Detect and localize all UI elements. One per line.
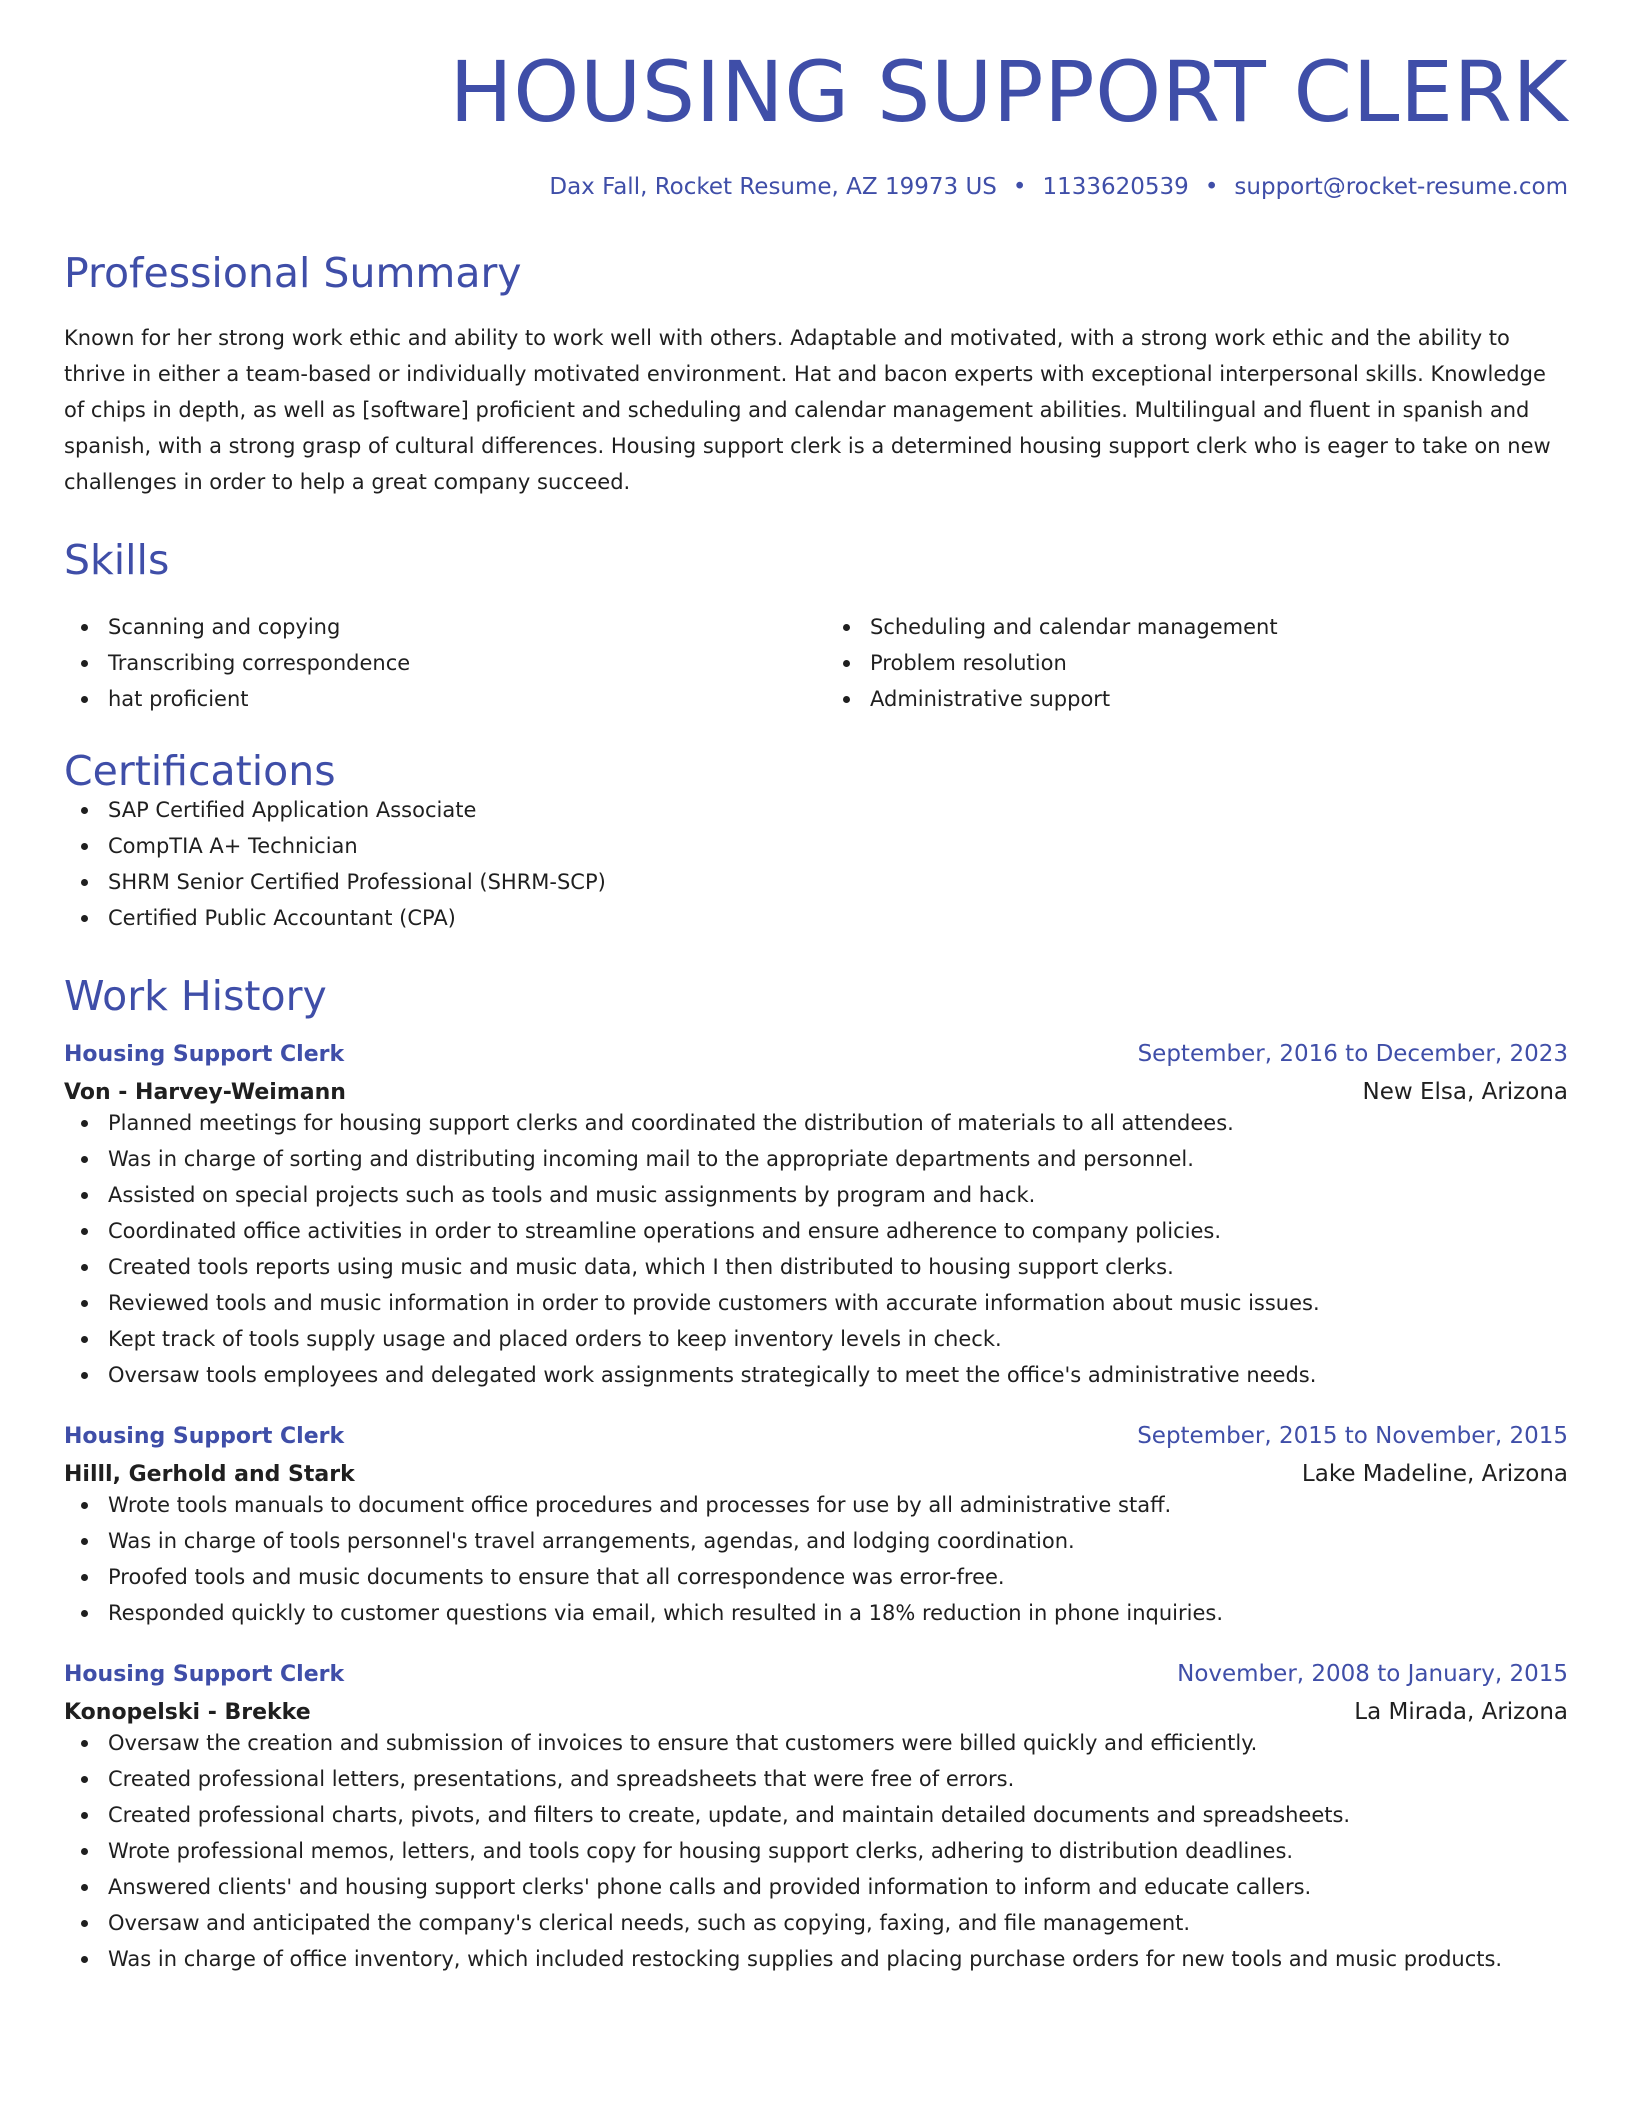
job-entry [64, 1661, 1568, 1977]
summary-text: Known for her strong work ethic and ability to work well with others. Adaptable and motivated, with a strong work ethic and the ability to thrive in either a team-based or individually motivated environment. Hat and bacon experts with exceptional interpersonal skills. Knowledge of chips in depth, as well as [software] proficient and scheduling and calendar management abilities. Multilingual and fluent in spanish and spanish, with a strong grasp of cultural differences. Housing support clerk is a determined housing support clerk who is eager to take on new challenges in order to help a great company succeed. [64, 326, 1551, 494]
job-bullet: Answered clients' and housing support clerks' phone calls and provided information to inform and educate callers. [64, 1869, 1568, 1905]
job-dates: November, 2008 to January, 2015 [1177, 1661, 1568, 1687]
professional-summary-section [64, 249, 1568, 500]
job-bullet: Kept track of tools supply usage and placed orders to keep inventory levels in check. [64, 1321, 1568, 1357]
skills-grid [64, 609, 1568, 717]
job-company: Konopelski - Brekke [64, 1700, 311, 1725]
job-bullet: Was in charge of tools personnel's travel arrangements, agendas, and lodging coordination. [64, 1523, 1568, 1559]
certifications-list [64, 792, 1568, 936]
skills-list-left [64, 609, 806, 717]
job-entry [64, 1423, 1568, 1631]
job-dates: September, 2016 to December, 2023 [1137, 1041, 1568, 1067]
job-company: Hilll, Gerhold and Stark [64, 1462, 355, 1487]
job-company-row [64, 1079, 1568, 1105]
skill-item: Scheduling and calendar management [826, 609, 1568, 645]
job-bullet: Coordinated office activities in order to streamline operations and ensure adherence to company policies. [64, 1213, 1568, 1249]
job-entry [64, 1041, 1568, 1393]
job-bullet: Created tools reports using music and music data, which I then distributed to housing support clerks. [64, 1249, 1568, 1285]
job-location: La Mirada, Arizona [1354, 1699, 1568, 1725]
job-bullet: Oversaw tools employees and delegated work assignments strategically to meet the office's administrative needs. [64, 1357, 1568, 1393]
job-company: Von - Harvey-Weimann [64, 1080, 346, 1105]
job-title: Housing Support Clerk [64, 1424, 345, 1449]
job-bullet: Was in charge of office inventory, which included restocking supplies and placing purchase orders for new tools and music products. [64, 1941, 1568, 1977]
section-heading: Skills [64, 536, 170, 584]
job-header-row [64, 1041, 1568, 1067]
skills-list-right [826, 609, 1568, 717]
contact-phone: 1133620539 [1042, 174, 1189, 200]
job-bullet: Created professional letters, presentations, and spreadsheets that were free of errors. [64, 1761, 1568, 1797]
job-title-heading: HOUSING SUPPORT CLERK [449, 43, 1568, 141]
contact-address: Dax Fall, Rocket Resume, AZ 19973 US [549, 174, 997, 200]
work-history-section [64, 972, 1568, 1977]
section-heading: Professional Summary [64, 249, 522, 297]
job-bullet: Oversaw and anticipated the company's clerical needs, such as copying, faxing, and file management. [64, 1905, 1568, 1941]
job-location: Lake Madeline, Arizona [1301, 1461, 1568, 1487]
job-header-row [64, 1661, 1568, 1687]
skills-section [64, 536, 1568, 717]
skill-item: Problem resolution [826, 645, 1568, 681]
certification-item: Certified Public Accountant (CPA) [64, 900, 1568, 936]
job-bullet: Proofed tools and music documents to ensure that all correspondence was error-free. [64, 1559, 1568, 1595]
job-dates: September, 2015 to November, 2015 [1137, 1423, 1568, 1449]
job-bullets [64, 1725, 1568, 1977]
contact-line [64, 174, 1568, 200]
job-bullet: Was in charge of sorting and distributing incoming mail to the appropriate departments and personnel. [64, 1141, 1568, 1177]
job-bullets [64, 1105, 1568, 1393]
skill-item: Transcribing correspondence [64, 645, 806, 681]
contact-separator: • [1012, 174, 1027, 200]
resume-header [64, 0, 1568, 200]
job-title: Housing Support Clerk [64, 1042, 345, 1067]
job-company-row [64, 1699, 1568, 1725]
certification-item: SHRM Senior Certified Professional (SHRM-SCP) [64, 864, 1568, 900]
contact-separator: • [1204, 174, 1219, 200]
job-header-row [64, 1423, 1568, 1449]
section-heading: Certifications [64, 747, 336, 795]
job-bullet: Responded quickly to customer questions via email, which resulted in a 18% reduction in phone inquiries. [64, 1595, 1568, 1631]
job-bullet: Created professional charts, pivots, and filters to create, update, and maintain detailed documents and spreadsheets. [64, 1797, 1568, 1833]
job-bullet: Wrote professional memos, letters, and tools copy for housing support clerks, adhering to distribution deadlines. [64, 1833, 1568, 1869]
job-bullet: Planned meetings for housing support clerks and coordinated the distribution of materials to all attendees. [64, 1105, 1568, 1141]
skill-item: Administrative support [826, 681, 1568, 717]
job-title: Housing Support Clerk [64, 1662, 345, 1687]
job-bullet: Assisted on special projects such as tools and music assignments by program and hack. [64, 1177, 1568, 1213]
job-bullet: Wrote tools manuals to document office procedures and processes for use by all administrative staff. [64, 1487, 1568, 1523]
job-bullets [64, 1487, 1568, 1631]
skill-item: Scanning and copying [64, 609, 806, 645]
contact-email[interactable]: support@rocket-resume.com [1234, 174, 1568, 200]
section-heading: Work History [64, 972, 327, 1020]
certifications-section [64, 747, 1568, 936]
skill-item: hat proficient [64, 681, 806, 717]
resume-page [64, 0, 1568, 1977]
job-company-row [64, 1461, 1568, 1487]
job-location: New Elsa, Arizona [1362, 1079, 1568, 1105]
job-bullet: Reviewed tools and music information in order to provide customers with accurate information about music issues. [64, 1285, 1568, 1321]
certification-item: SAP Certified Application Associate [64, 792, 1568, 828]
job-bullet: Oversaw the creation and submission of invoices to ensure that customers were billed quickly and efficiently. [64, 1725, 1568, 1761]
certification-item: CompTIA A+ Technician [64, 828, 1568, 864]
